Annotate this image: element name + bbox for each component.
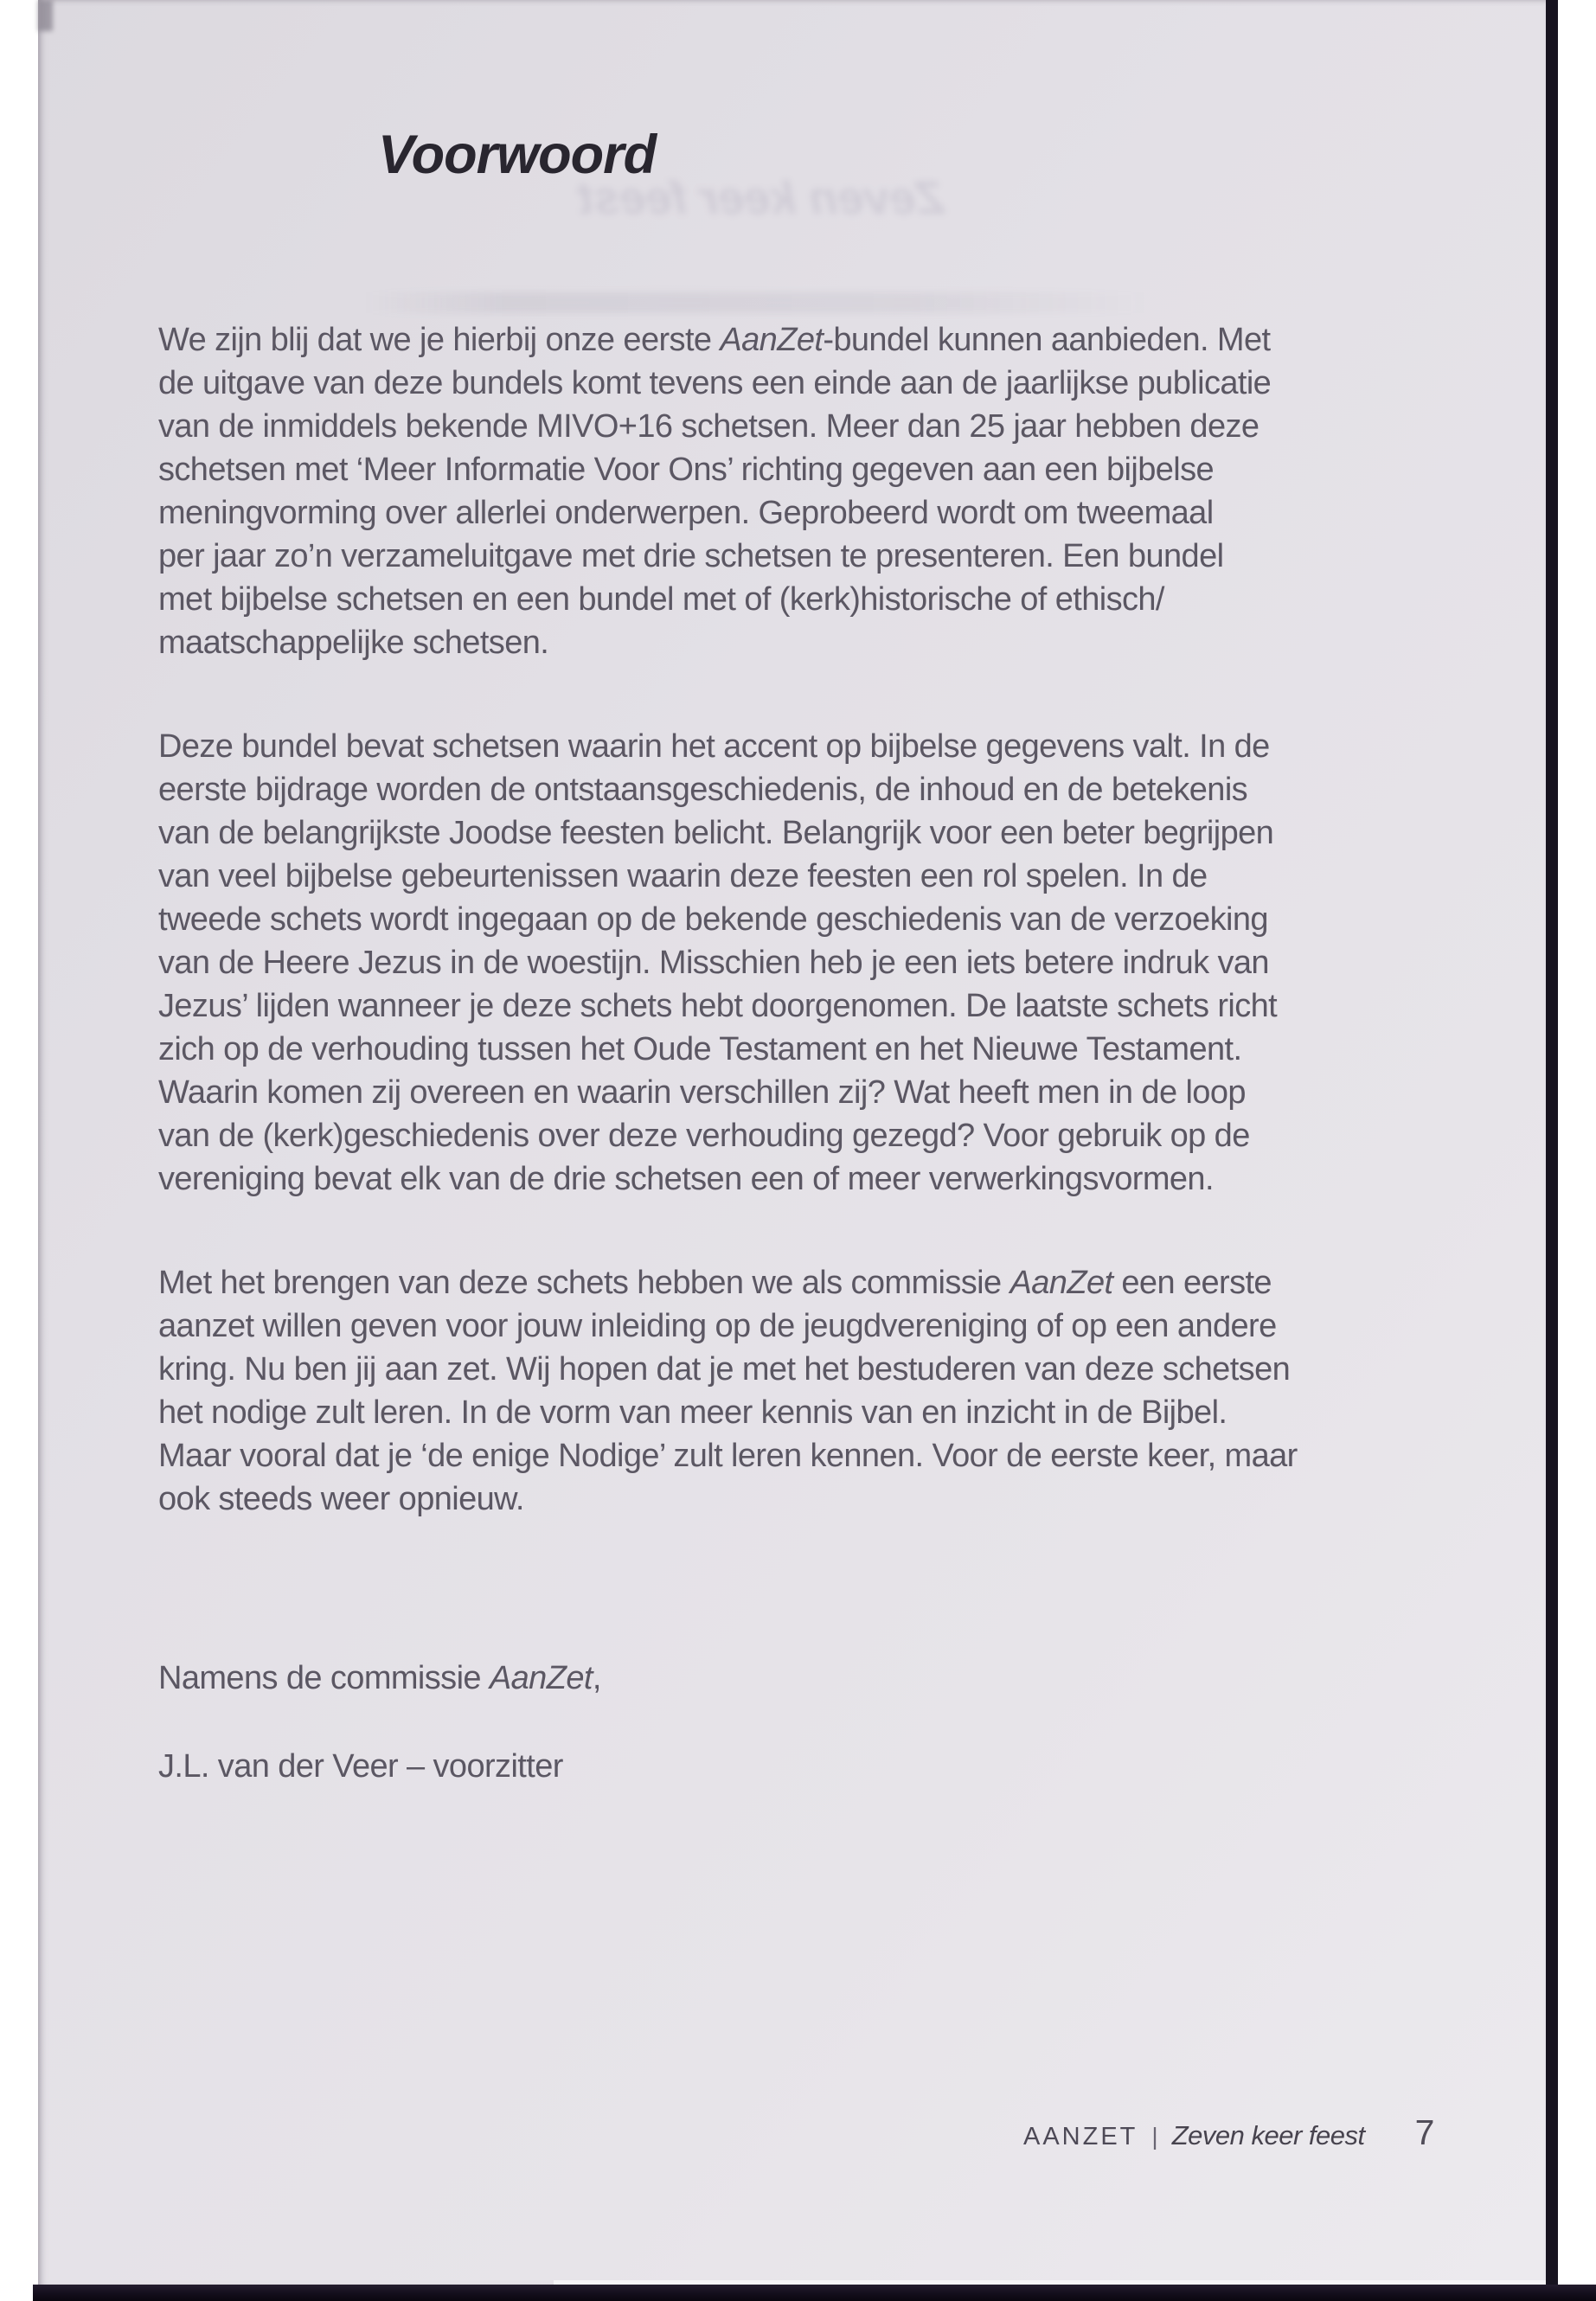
italic-text-segment: AanZet xyxy=(1010,1265,1113,1301)
text-segment: de uitgave van deze bundels komt tevens een einde aan de jaarlijkse publicatie xyxy=(158,365,1272,401)
text-segment: Jezus’ lijden wanneer je deze schets hebt doorgenomen. De laatste schets richt xyxy=(158,988,1278,1024)
text-segment: , xyxy=(592,1660,601,1696)
footer-separator: | xyxy=(1151,2123,1158,2150)
footer-brand: AANZET xyxy=(1023,2123,1138,2150)
text-segment: We zijn blij dat we je hierbij onze eerste xyxy=(158,322,721,358)
page-footer xyxy=(1023,2112,1434,2153)
text-line xyxy=(158,1477,1439,1521)
text-line xyxy=(158,362,1439,405)
scan-corner-smudge xyxy=(38,0,53,31)
page-title: Voorwoord xyxy=(378,125,657,185)
text-segment: van de belangrijkste Joodse feesten belicht. Belangrijk voor een beter begrijpen xyxy=(158,815,1274,851)
text-line xyxy=(158,1114,1439,1157)
text-line xyxy=(158,318,1439,362)
text-line xyxy=(158,725,1439,768)
text-segment: van de Heere Jezus in de woestijn. Misschien heb je een iets betere indruk van xyxy=(158,945,1269,981)
text-segment: met bijbelse schetsen en een bundel met of (kerk)historische of ethisch/ xyxy=(158,581,1164,618)
text-segment: maatschappelijke schetsen. xyxy=(158,625,549,661)
italic-text-segment: AanZet xyxy=(720,322,824,358)
text-line xyxy=(158,1434,1439,1477)
text-segment: Met het brengen van deze schets hebben we als commissie xyxy=(158,1265,1010,1301)
text-segment: Waarin komen zij overeen en waarin verschillen zij? Wat heeft men in de loop xyxy=(158,1074,1246,1111)
bleed-through-smudge xyxy=(363,292,1151,313)
text-line xyxy=(158,1071,1439,1114)
text-segment: Deze bundel bevat schetsen waarin het accent op bijbelse gegevens valt. In de xyxy=(158,728,1270,765)
paragraph xyxy=(158,725,1439,1201)
text-line xyxy=(158,1657,601,1700)
text-line xyxy=(158,898,1439,941)
signature-block xyxy=(158,1657,601,1788)
text-segment: J.L. van der Veer – voorzitter xyxy=(158,1748,563,1785)
text-line xyxy=(158,1261,1439,1304)
scan-spine-strip xyxy=(1546,0,1558,2301)
text-line xyxy=(158,855,1439,898)
paragraph xyxy=(158,1261,1439,1521)
text-segment: het nodige zult leren. In de vorm van meer kennis van en inzicht in de Bijbel. xyxy=(158,1394,1227,1431)
paragraph xyxy=(158,318,1439,664)
body-text xyxy=(158,318,1439,1581)
text-segment: vereniging bevat elk van de drie schetsen een of meer verwerkingsvormen. xyxy=(158,1161,1214,1197)
italic-text-segment: AanZet xyxy=(489,1660,593,1696)
text-segment: van veel bijbelse gebeurtenissen waarin deze feesten een rol spelen. In de xyxy=(158,858,1208,894)
text-line xyxy=(158,941,1439,984)
book-page xyxy=(38,0,1546,2286)
text-segment: eerste bijdrage worden de ontstaansgeschiedenis, de inhoud en de betekenis xyxy=(158,772,1248,808)
text-segment: aanzet willen geven voor jouw inleiding op de jeugdvereniging of op een andere xyxy=(158,1308,1277,1344)
bleed-through-text: Zeven keer feest xyxy=(578,172,945,224)
text-line xyxy=(158,768,1439,811)
scan-bottom-band xyxy=(33,2285,1596,2301)
text-line xyxy=(158,1348,1439,1391)
text-line xyxy=(158,1304,1439,1348)
text-segment: -bundel kunnen aanbieden. Met xyxy=(823,322,1271,358)
text-line xyxy=(158,1157,1439,1201)
text-line xyxy=(158,448,1439,491)
text-segment: van de (kerk)geschiedenis over deze verhouding gezegd? Voor gebruik op de xyxy=(158,1118,1250,1154)
text-segment: schetsen met ‘Meer Informatie Voor Ons’ richting gegeven aan een bijbelse xyxy=(158,452,1215,488)
text-line xyxy=(158,405,1439,448)
text-segment: meningvorming over allerlei onderwerpen. Geprobeerd wordt om tweemaal xyxy=(158,495,1214,531)
text-segment: ook steeds weer opnieuw. xyxy=(158,1481,524,1517)
text-segment: Maar vooral dat je ‘de enige Nodige’ zult leren kennen. Voor de eerste keer, maar xyxy=(158,1438,1298,1474)
text-segment: tweede schets wordt ingegaan op de bekende geschiedenis van de verzoeking xyxy=(158,901,1268,938)
text-line xyxy=(158,1391,1439,1434)
text-segment: kring. Nu ben jij aan zet. Wij hopen dat je met het bestuderen van deze schetsen xyxy=(158,1351,1291,1388)
text-segment: per jaar zo’n verzameluitgave met drie schetsen te presenteren. Een bundel xyxy=(158,538,1224,574)
text-line xyxy=(158,621,1439,664)
text-line xyxy=(158,811,1439,855)
text-segment: Namens de commissie xyxy=(158,1660,490,1696)
text-line xyxy=(158,984,1439,1028)
text-line xyxy=(158,1745,601,1788)
text-line xyxy=(158,1028,1439,1071)
text-segment: van de inmiddels bekende MIVO+16 schetsen. Meer dan 25 jaar hebben deze xyxy=(158,408,1259,445)
text-segment: een eerste xyxy=(1112,1265,1272,1301)
text-line xyxy=(158,578,1439,621)
page-number: 7 xyxy=(1414,2112,1435,2152)
text-line xyxy=(158,491,1439,535)
footer-booklet-title: Zeven keer feest xyxy=(1171,2120,1365,2150)
text-segment: zich op de verhouding tussen het Oude Testament en het Nieuwe Testament. xyxy=(158,1031,1242,1067)
text-line xyxy=(158,535,1439,578)
